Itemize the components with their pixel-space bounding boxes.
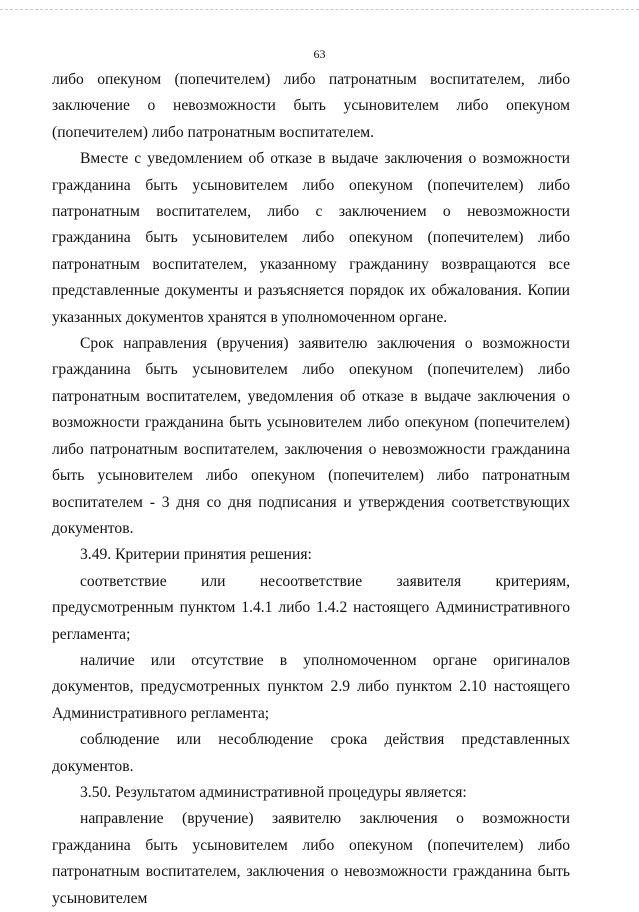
page-number: 63 (313, 47, 326, 61)
criterion-document-validity: соблюдение или несоблюдение срока действия представленных документов. (52, 731, 570, 775)
paragraph-return-documents: Вместе с уведомлением об отказе в выдаче заключения о возможности гражданина быть усыновителем либо опекуном (попечителем) либо патронатным воспитателем, либо с заключением о невозможности гражданина быть усыновителем либо опекуном (попечителем) либо патронатным воспитателем, указанному гражданину возвращаются все представленные документы и разъясняется порядок их обжалования. Копии указанных документов хранятся в уполномоченном органе. (52, 150, 570, 326)
section-heading-3-49: 3.49. Критерии принятия решения: (80, 546, 312, 564)
document-body (52, 67, 570, 912)
criterion-original-documents: наличие или отсутствие в уполномоченном органе оригиналов документов, предусмотренных пунктом 2.9 либо пунктом 2.10 настоящего Административного регламента; (52, 651, 570, 722)
criterion-applicant-compliance: соответствие или несоответствие заявителя критериям, предусмотренным пунктом 1.4.1 либо 1.4.2 настоящего Административного регламента; (52, 572, 570, 643)
section-heading-3-50: 3.50. Результатом административной процедуры является: (80, 783, 467, 801)
scan-top-edge (0, 9, 639, 10)
paragraph-delivery-term: Срок направления (вручения) заявителю заключения о возможности гражданина быть усыновителем либо опекуном (попечителем) либо патронатным воспитателем, уведомления об отказе в выдаче заключения о возможности гражданина быть усыновителем либо опекуном (попечителем) либо патронатным воспитателем, заключения о невозможности гражданина быть усыновителем либо опекуном (попечителем) либо патронатным воспитателем - 3 дня со дня подписания и утверждения соответствующих документов. (52, 335, 570, 537)
paragraph-continuation: либо опекуном (попечителем) либо патронатным воспитателем, либо заключение о невозможности быть усыновителем либо опекуном (попечителем) либо патронатным воспитателем. (52, 71, 570, 141)
paragraph-result: направление (вручение) заявителю заключения о возможности гражданина быть усыновителем либо опекуном (попечителем) либо патронатным воспитателем, заключения о невозможности гражданина быть усыновителем (52, 810, 570, 907)
